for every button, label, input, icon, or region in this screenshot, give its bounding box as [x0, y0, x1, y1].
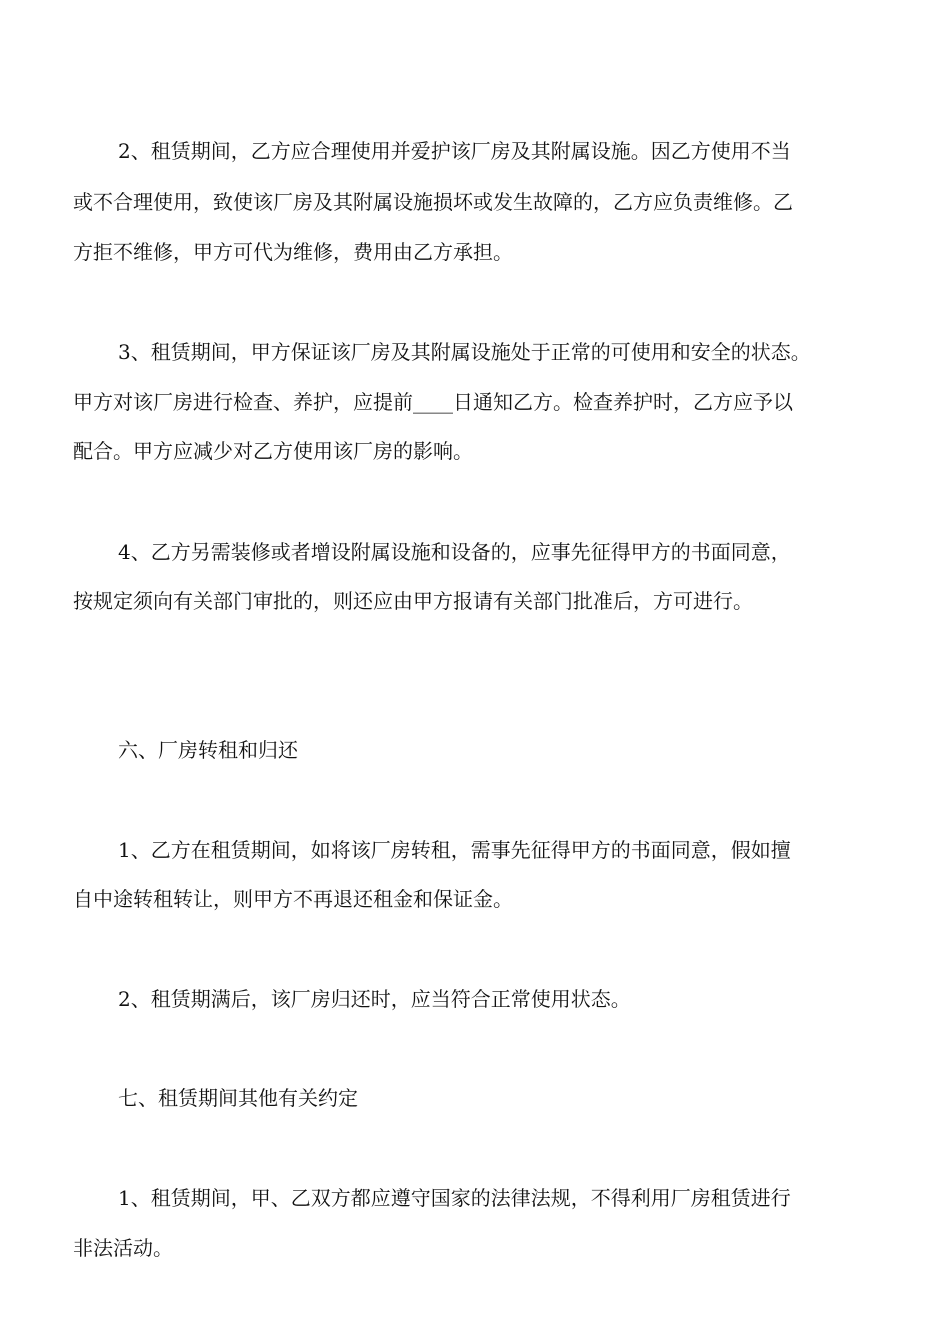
paragraph-line: 方拒不维修，甲方可代为维修，费用由乙方承担。 [73, 240, 513, 264]
paragraph-line: 甲方对该厂房进行检查、养护，应提前____日通知乙方。检查养护时，乙方应予以 [73, 390, 793, 414]
paragraph-line: 自中途转租转让，则甲方不再退还租金和保证金。 [73, 887, 513, 911]
paragraph-line: 或不合理使用，致使该厂房及其附属设施损坏或发生故障的，乙方应负责维修。乙 [73, 190, 793, 214]
paragraph-line: 配合。甲方应减少对乙方使用该厂房的影响。 [73, 439, 473, 463]
paragraph-line: 4、乙方另需装修或者增设附属设施和设备的，应事先征得甲方的书面同意， [118, 540, 791, 564]
paragraph-line: 2、租赁期间，乙方应合理使用并爱护该厂房及其附属设施。因乙方使用不当 [118, 139, 791, 163]
paragraph-line: 非法活动。 [73, 1236, 173, 1260]
paragraph-line: 按规定须向有关部门审批的，则还应由甲方报请有关部门批准后，方可进行。 [73, 589, 753, 613]
paragraph-line: 1、乙方在租赁期间，如将该厂房转租，需事先征得甲方的书面同意，假如擅 [118, 838, 791, 862]
section-heading: 六、厂房转租和归还 [118, 738, 298, 762]
paragraph-line: 2、租赁期满后，该厂房归还时，应当符合正常使用状态。 [118, 987, 631, 1011]
section-heading: 七、租赁期间其他有关约定 [118, 1086, 358, 1110]
paragraph-line: 1、租赁期间，甲、乙双方都应遵守国家的法律法规，不得利用厂房租赁进行 [118, 1186, 791, 1210]
paragraph-line: 3、租赁期间，甲方保证该厂房及其附属设施处于正常的可使用和安全的状态。 [118, 340, 811, 364]
